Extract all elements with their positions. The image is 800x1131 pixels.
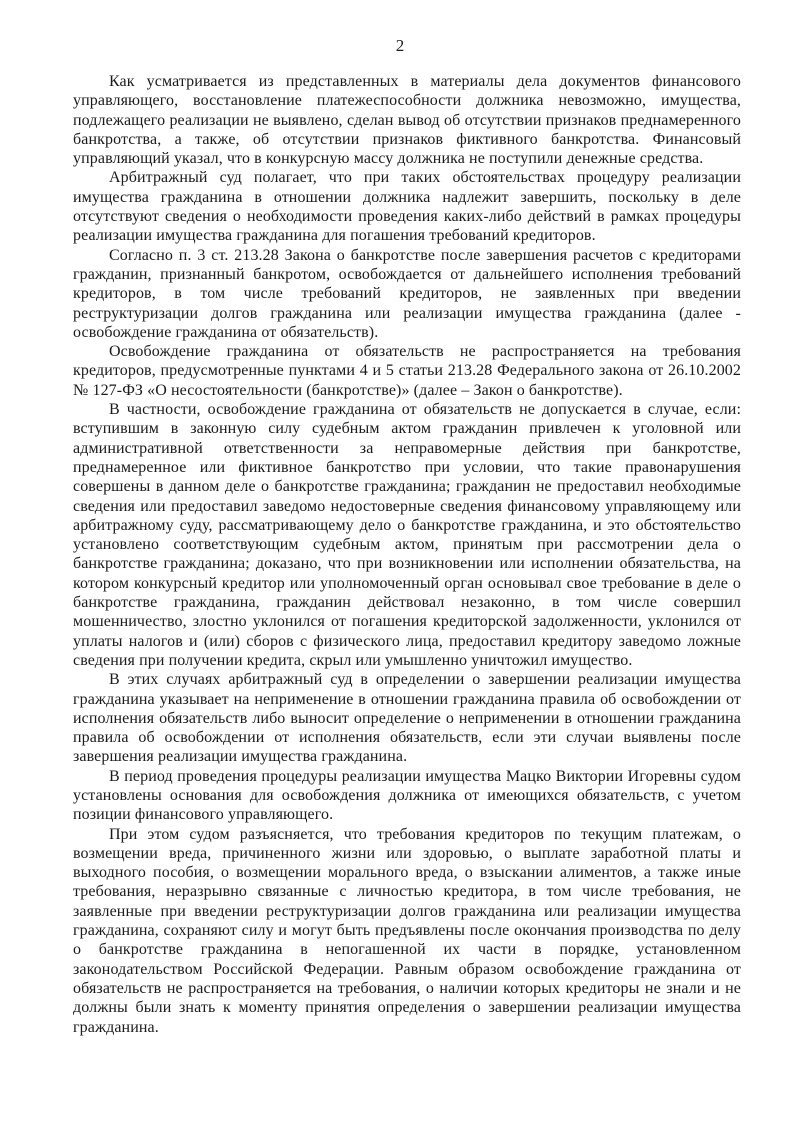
paragraph-surviving-claims-explanation: При этом судом разъясняется, что требования кредиторов по текущим платежам, о возмещении вреда, причиненного жизни или здоровью, о выплате заработной платы и выходного пособия, о возмещении морального вреда, о взыскании алиментов, а также иные требования, неразрывно связанные с личностью кредитора, в том числе требования, не заявленные при введении реструктуризации долгов гражданина или реализации имущества гражданина, сохраняют силу и могут быть предъявлены после окончания производства по делу о банкротстве гражданина в непогашенной их части в порядке, установленном законодательством Российской Федерации. Равным образом освобождение гражданина от обязательств не распространяется на требования, о наличии которых кредиторы не знали и не должны были знать к моменту принятия определения о завершении реализации имущества гражданина. [73, 825, 741, 1036]
paragraph-law-213-28-p3: Согласно п. 3 ст. 213.28 Закона о банкротстве после завершения расчетов с кредиторами гражданин, признанный банкротом, освобождается от дальнейшего исполнения требований кредиторов, в том числе требований кредиторов, не заявленных при введении реструктуризации долгов гражданина или реализации имущества гражданина (далее - освобождение гражданина от обязательств). [73, 246, 741, 341]
document-body [73, 72, 741, 1037]
paragraph-law-213-28-p4-5: Освобождение гражданина от обязательств не распространяется на требования кредиторов, предусмотренные пунктами 4 и 5 статьи 213.28 Федерального закона от 26.10.2002 № 127-ФЗ «О несостоятельности (банкротстве)» (далее – Закон о банкротстве). [73, 343, 741, 399]
paragraph-court-conclusion-completion: Арбитражный суд полагает, что при таких обстоятельствах процедуру реализации имущества гражданина в отношении должника надлежит завершить, поскольку в деле отсутствуют сведения о необходимости проведения каких-либо действий в рамках процедуры реализации имущества гражданина для погашения требований кредиторов. [73, 169, 741, 245]
paragraph-debtor-discharge-grounds: В период проведения процедуры реализации имущества Мацко Виктории Игоревны судом установлены основания для освобождения должника от имеющихся обязательств, с учетом позиции финансового управляющего. [73, 767, 741, 824]
page-number: 2 [395, 36, 405, 55]
paragraph-financial-manager-findings: Как усматривается из представленных в материалы дела документов финансового управляющего, восстановление платежеспособности должника невозможно, имущества, подлежащего реализации не выявлено, сделан вывод об отсутствии признаков преднамеренного банкротства, а также, об отсутствии признаков фиктивного банкротства. Финансовый управляющий указал, что в конкурсную массу должника не поступили денежные средства. [73, 73, 741, 168]
paragraph-exceptions-to-discharge: В частности, освобождение гражданина от обязательств не допускается в случае, если: вступившим в законную силу судебным актом гражданин привлечен к уголовной или административной ответственности за неправомерные действия при банкротстве, преднамеренное или фиктивное банкротство при условии, что такие правонарушения совершены в данном деле о банкротстве гражданина; гражданин не предоставил необходимые сведения или предоставил заведомо недостоверные сведения финансовому управляющему или арбитражному суду, рассматривающему дело о банкротстве гражданина, и это обстоятельство установлено соответствующим судебным актом, принятым при рассмотрении дела о банкротстве гражданина; доказано, что при возникновении или исполнении обязательства, на котором конкурсный кредитор или уполномоченный орган основывал свое требование в деле о банкротстве гражданина, гражданин действовал незаконно, в том числе совершил мошенничество, злостно уклонился от погашения кредиторской задолженности, уклонился от уплаты налогов и (или) сборов с физического лица, предоставил кредитору заведомо ложные сведения при получении кредита, скрыл или умышленно уничтожил имущество. [73, 401, 741, 669]
paragraph-court-ruling-on-nonapplication: В этих случаях арбитражный суд в определении о завершении реализации имущества гражданина указывает на неприменение в отношении гражданина правила об освобождении от исполнения обязательств либо выносит определение о неприменении в отношении гражданина правила об освобождении от исполнения обязательств, если эти случаи выявлены после завершения реализации имущества гражданина. [73, 671, 741, 766]
